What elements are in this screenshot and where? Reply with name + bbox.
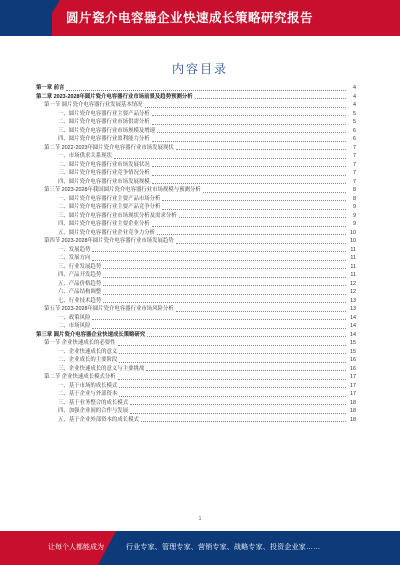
- toc-entry[interactable]: [36, 169, 356, 178]
- toc-entry-page: 10: [350, 229, 356, 236]
- toc-entry-title: 一、政策风险: [58, 314, 91, 321]
- toc-entry-title: 三、基于业务整合的成长模式: [58, 399, 129, 406]
- toc-entry-page: 15: [350, 348, 356, 355]
- toc-entry-page: 14: [350, 323, 356, 329]
- toc-entry-page: 10: [350, 238, 356, 244]
- toc-dot-leader: [114, 157, 346, 159]
- toc-entry[interactable]: [36, 373, 356, 382]
- toc-entry-title: 第一节 企业快速成长的必要性: [44, 340, 116, 346]
- report-title: 圆片瓷介电容器企业快速成长策略研究报告: [66, 11, 314, 25]
- toc-entry[interactable]: [36, 220, 356, 229]
- toc-entry-title: 三、企业快速成长的意义与主要挑战: [58, 365, 145, 372]
- toc-heading: 内容目录: [171, 62, 228, 76]
- toc-entry-page: 5: [353, 119, 356, 125]
- toc-dot-leader: [176, 242, 346, 244]
- toc-entry-page: 4: [353, 85, 356, 91]
- toc-dot-leader: [162, 208, 346, 210]
- toc-entry-page: 13: [350, 297, 356, 304]
- toc-entry-title: 第三节 2023-2028年我国圆片瓷介电容器行业市场规模与预测分析: [44, 187, 201, 193]
- toc-entry[interactable]: [36, 178, 356, 187]
- toc-entry[interactable]: [36, 390, 356, 399]
- toc-entry-title: 一、市场供求关系现状: [58, 153, 112, 159]
- toc-entry-page: 7: [353, 178, 356, 185]
- toc-dot-leader: [92, 327, 346, 329]
- toc-entry[interactable]: [36, 331, 356, 340]
- toc-dot-leader: [162, 199, 346, 201]
- toc-dot-leader: [152, 225, 346, 227]
- toc-dot-leader: [152, 165, 346, 167]
- toc-entry-title: 一、圆片瓷介电容器行业主要产品市场分析: [58, 195, 161, 202]
- toc-entry-title: 第二节 企业快速成长模式分析: [44, 374, 116, 380]
- toc-entry-title: 三、圆片瓷介电容器行业竞争情况分析: [58, 170, 150, 176]
- toc-entry-page: 4: [353, 93, 356, 100]
- toc-entry-title: 三、圆片瓷介电容器行业市场规模及增速: [58, 127, 156, 134]
- toc-entry-title: 三、行业发展趋势: [58, 263, 102, 270]
- toc-entry-title: 四、圆片瓷介电容器行业盈利能力分析: [58, 136, 150, 142]
- toc-entry-page: 12: [350, 289, 356, 295]
- header-blue-slant: [38, 0, 60, 36]
- toc-entry[interactable]: [36, 305, 356, 314]
- toc-entry-page: 7: [353, 144, 356, 151]
- toc-entry-title: 四、产品开发趋势: [58, 272, 102, 278]
- toc-entry-title: 六、产品结构调整: [58, 289, 102, 295]
- toc-entry-page: 12: [350, 280, 356, 287]
- toc-entry-title: 第一节 圆片瓷介电容器行业发展基本情况: [44, 102, 143, 108]
- toc-entry[interactable]: [36, 212, 356, 221]
- toc-entry-title: 五、产品价格趋势: [58, 280, 102, 287]
- toc-entry[interactable]: [36, 246, 356, 255]
- toc-entry-page: 14: [350, 314, 356, 321]
- toc-entry-page: 18: [350, 416, 356, 423]
- toc-entry-title: 五、圆片瓷介电容器行业企业竞争力分析: [58, 229, 156, 236]
- toc-entry-page: 17: [350, 374, 356, 380]
- toc-entry-title: 第一章 前言: [36, 85, 65, 91]
- page-number: 1: [198, 516, 202, 522]
- toc-entry[interactable]: [36, 288, 356, 297]
- footer-blue-slant: [98, 531, 116, 565]
- toc-entry-page: 15: [350, 340, 356, 346]
- toc-dot-leader: [147, 335, 346, 337]
- toc-dot-leader: [152, 182, 346, 184]
- toc-entry-page: 6: [353, 127, 356, 134]
- toc-entry-title: 一、发展趋势: [58, 246, 91, 253]
- toc-dot-leader: [119, 395, 346, 397]
- toc-entry[interactable]: [36, 263, 356, 272]
- toc-entry[interactable]: [36, 203, 356, 212]
- toc-entry[interactable]: [36, 314, 356, 323]
- toc-entry[interactable]: [36, 152, 356, 161]
- toc-dot-leader: [92, 259, 346, 261]
- toc-entry[interactable]: [36, 144, 356, 153]
- toc-entry[interactable]: [36, 254, 356, 263]
- toc-dot-leader: [152, 114, 346, 116]
- toc-dot-leader: [195, 97, 346, 99]
- toc-entry[interactable]: [36, 229, 356, 238]
- toc-entry-page: 11: [350, 263, 356, 270]
- toc-entry[interactable]: [36, 280, 356, 289]
- toc-entry-title: 七、行业技术趋势: [58, 297, 102, 304]
- toc-entry-page: 7: [353, 161, 356, 168]
- toc-entry-title: 二、圆片瓷介电容器行业市场供需分析: [58, 119, 150, 125]
- toc-entry[interactable]: [36, 186, 356, 195]
- toc-dot-leader: [141, 420, 346, 422]
- toc-entry[interactable]: [36, 399, 356, 408]
- toc-entry-page: 5: [353, 110, 356, 117]
- toc-entry[interactable]: [36, 271, 356, 280]
- report-footer-banner: [0, 531, 400, 565]
- toc-entry[interactable]: [36, 135, 356, 144]
- toc-dot-leader: [130, 412, 346, 414]
- toc-entry-page: 9: [353, 204, 356, 210]
- toc-entry[interactable]: [36, 93, 356, 102]
- toc-entry[interactable]: [36, 84, 356, 93]
- toc-entry-page: 6: [353, 136, 356, 142]
- toc-dot-leader: [152, 123, 346, 125]
- toc-entry[interactable]: [36, 407, 356, 416]
- toc-entry-page: 18: [350, 408, 356, 414]
- toc-entry[interactable]: [36, 382, 356, 391]
- toc-entry-page: 17: [350, 382, 356, 389]
- toc-dot-leader: [157, 131, 346, 133]
- toc-dot-leader: [152, 174, 346, 176]
- toc-entry-page: 4: [353, 102, 356, 108]
- toc-dot-leader: [119, 386, 346, 388]
- toc-entry-page: 16: [350, 365, 356, 372]
- toc-entry-title: 二、市场风险: [58, 323, 91, 329]
- toc-dot-leader: [146, 369, 346, 371]
- toc-dot-leader: [152, 140, 346, 142]
- toc-entry-title: 三、圆片瓷介电容器行业市场现状分析及需求分析: [58, 212, 177, 219]
- toc-entry[interactable]: [36, 416, 356, 425]
- toc-entry-page: 11: [350, 246, 356, 253]
- toc-entry-title: 五、基于企业外部资本的成长模式: [58, 416, 139, 423]
- toc-entry[interactable]: [36, 322, 356, 331]
- toc-dot-leader: [118, 344, 346, 346]
- toc-entry-title: 二、圆片瓷介电容器行业主要产品竞争分析: [58, 204, 161, 210]
- toc-entry-title: 第二节 2022-2023年圆片瓷介电容器行业市场发展现状: [44, 144, 174, 151]
- toc-entry-page: 14: [350, 331, 356, 338]
- toc-entry-title: 二、圆片瓷介电容器行业市场发展状况: [58, 161, 150, 168]
- toc-dot-leader: [103, 276, 346, 278]
- toc-entry-title: 四、加强企业间的合作与发展: [58, 408, 129, 414]
- toc-entry-title: 第二章 2023-2028年圆片瓷介电容器行业市场前景及趋势预测分析: [36, 93, 193, 100]
- toc-dot-leader: [92, 318, 346, 320]
- toc-dot-leader: [103, 301, 346, 303]
- toc-entry-page: 11: [350, 255, 356, 261]
- toc-entry[interactable]: [36, 348, 356, 357]
- toc-dot-leader: [119, 361, 346, 363]
- toc-entry[interactable]: [36, 101, 356, 110]
- toc-entry[interactable]: [36, 110, 356, 119]
- toc-entry[interactable]: [36, 297, 356, 306]
- table-of-contents: [36, 84, 356, 424]
- footer-slogan-right: 行业专家、管理专家、营销专家、战略专家、投资企业家……: [126, 544, 321, 551]
- toc-dot-leader: [118, 378, 346, 380]
- toc-entry[interactable]: [36, 127, 356, 136]
- toc-dot-leader: [103, 293, 346, 295]
- toc-entry-page: 7: [353, 170, 356, 176]
- toc-dot-leader: [103, 267, 346, 269]
- toc-entry-page: 13: [350, 306, 356, 312]
- toc-entry-title: 一、企业快速成长的意义: [58, 348, 118, 355]
- toc-dot-leader: [66, 89, 346, 91]
- toc-dot-leader: [157, 233, 346, 235]
- toc-entry-page: 18: [350, 399, 356, 406]
- toc-dot-leader: [130, 403, 346, 405]
- toc-entry[interactable]: [36, 195, 356, 204]
- toc-entry-title: 二、基于企业与外部资本: [58, 391, 118, 397]
- toc-entry[interactable]: [36, 356, 356, 365]
- footer-slogan-left: 让每个人都能成为: [48, 544, 104, 551]
- toc-dot-leader: [203, 191, 346, 193]
- toc-entry-page: 16: [350, 357, 356, 363]
- toc-entry-title: 一、圆片瓷介电容器行业主要产品分析: [58, 110, 150, 117]
- toc-entry-title: 四、圆片瓷介电容器行业主要企业分析: [58, 221, 150, 227]
- toc-entry-page: 9: [353, 221, 356, 227]
- toc-entry-title: 一、基于市场的成长模式: [58, 382, 118, 389]
- toc-entry-page: 8: [353, 187, 356, 193]
- toc-dot-leader: [145, 106, 346, 108]
- toc-entry-title: 第五节 2023-2028年圆片瓷介电容器行业市场风险分析: [44, 306, 174, 312]
- toc-dot-leader: [103, 284, 346, 286]
- toc-entry-title: 第四节 2023-2028年圆片瓷介电容器行业市场发展趋势: [44, 238, 174, 244]
- toc-entry-page: 7: [353, 153, 356, 159]
- toc-entry-title: 第三章 圆片瓷介电容器企业快速成长策略研究: [36, 331, 146, 338]
- toc-entry[interactable]: [36, 237, 356, 246]
- toc-dot-leader: [179, 216, 346, 218]
- report-header-banner: [0, 0, 400, 36]
- toc-dot-leader: [119, 352, 346, 354]
- toc-dot-leader: [92, 250, 346, 252]
- toc-entry-page: 11: [350, 272, 356, 278]
- toc-entry-page: 8: [353, 195, 356, 202]
- toc-entry-title: 四、圆片瓷介电容器行业市场发展规模: [58, 178, 150, 185]
- toc-entry[interactable]: [36, 365, 356, 374]
- toc-entry[interactable]: [36, 118, 356, 127]
- toc-entry-page: 9: [353, 212, 356, 219]
- toc-entry-title: 二、企业成长的主要阶段: [58, 357, 118, 363]
- toc-entry-page: 17: [350, 391, 356, 397]
- toc-entry[interactable]: [36, 161, 356, 170]
- toc-dot-leader: [176, 148, 346, 150]
- toc-entry-title: 二、发展方向: [58, 255, 91, 261]
- toc-dot-leader: [176, 310, 346, 312]
- toc-entry[interactable]: [36, 339, 356, 348]
